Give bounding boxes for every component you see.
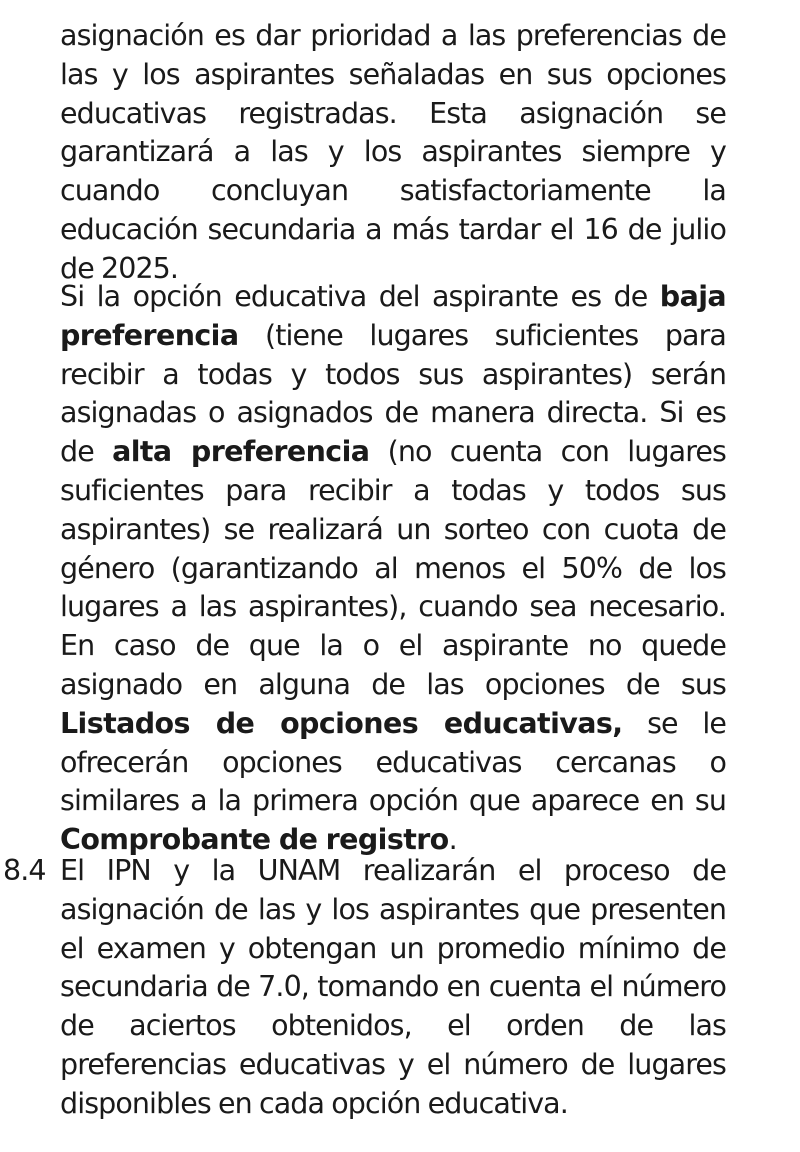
paragraph-text-segment: . [448, 823, 457, 857]
paragraph-ipn-unam-assignment [60, 852, 726, 1124]
bold-term-high-preference: alta preferencia [112, 435, 370, 469]
paragraph-text-segment: se le ofrecerán opciones educativas cercanas o similares a la primera opción que aparece en su [60, 706, 726, 818]
paragraph-assignment-priority [60, 17, 726, 289]
paragraph-text: asignación es dar prioridad a las preferencias de las y los aspirantes señaladas en sus opciones educativas registradas. Esta asignación se garantizará a las y los aspirantes siempre y cuando concluyan satisfactoriamente la educación secundaria a más tardar el 16 de julio de 2025. [60, 19, 726, 285]
bold-term-low-preference: baja preferencia [60, 280, 726, 352]
paragraph-text-segment: (no cuenta con lugares suficientes para recibir a todas y todos sus aspirantes) se realizará un sorteo con cuota de género (garantizando al menos el 50% de los lugares a las aspirantes), cuando sea necesario. En caso de que la o el aspirante no quede asignado en alguna de las opciones de sus [60, 435, 727, 701]
paragraph-text: El IPN y la UNAM realizarán el proceso de asignación de las y los aspirantes que presenten el examen y obtengan un promedio mínimo de secundaria de 7.0, tomando en cuenta el número de aciertos obtenidos, el orden de las preferencias educativas y el número de lugares disponibles en cada opción educativa. [60, 854, 726, 1120]
bold-term-registration-receipt: Comprobante de registro [60, 823, 449, 857]
section-number: 8.4 [3, 854, 46, 887]
paragraph-text-segment: (tiene lugares suficientes para recibir a todas y todos sus aspirantes) serán asignadas o asignados de manera directa. Si es de [60, 318, 726, 469]
bold-term-options-list: Listados de opciones educativas, [60, 706, 623, 740]
paragraph-preference-levels [60, 278, 726, 860]
paragraph-text-segment: Si la opción educativa del aspirante es de [60, 280, 660, 313]
